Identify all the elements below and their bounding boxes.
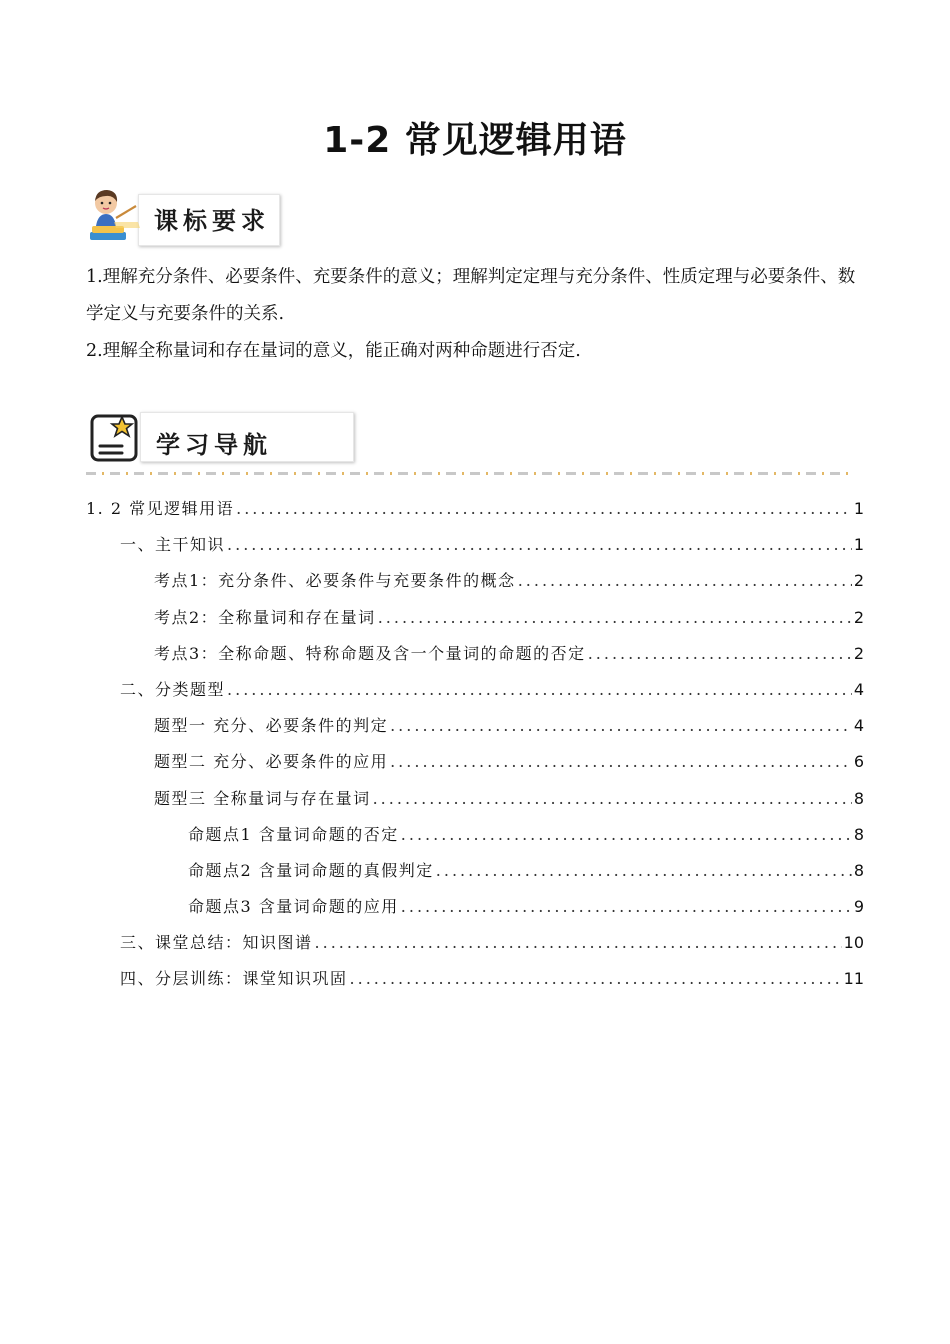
toc-entry[interactable] (86, 641, 864, 677)
toc-entry-title: 1. 2 常见逻辑用语 (86, 499, 235, 518)
toc-entry[interactable] (86, 605, 864, 641)
toc-entry-title: 题型一 充分、必要条件的判定 (154, 716, 389, 736)
toc-entry-page: 2 (853, 643, 864, 663)
toc-entry[interactable] (86, 496, 864, 532)
toc-entry-page: 2 (853, 607, 864, 627)
page-title: 1-2 常见逻辑用语 (323, 120, 627, 161)
toc-entry-page: 1 (853, 535, 864, 555)
toc-entry[interactable] (86, 822, 864, 858)
toc-entry[interactable] (86, 749, 864, 785)
toc-entry-page: 8 (853, 860, 864, 880)
toc-entry[interactable] (86, 677, 864, 713)
checklist-star-icon (88, 412, 144, 464)
toc-entry-page: 6 (853, 752, 864, 772)
toc-entry[interactable] (86, 858, 864, 894)
toc-entry[interactable] (86, 894, 864, 930)
toc-entry[interactable] (86, 786, 864, 822)
toc-entry-title: 考点3：全称命题、特称命题及含一个量词的命题的否定 (154, 643, 586, 663)
toc-entry[interactable] (86, 713, 864, 749)
section-label-standards: 课标要求 (154, 207, 270, 235)
requirement-item: 2.理解全称量词和存在量词的意义，能正确对两种命题进行否定. (86, 341, 581, 361)
toc-entry-page: 11 (843, 969, 864, 989)
section-label-navigation: 学习导航 (156, 431, 272, 459)
requirement-item: 1.理解充分条件、必要条件、充要条件的意义；理解判定定理与充分条件、性质定理与必要条件、数学定义与充要条件的关系. (86, 267, 856, 324)
toc-entry-title: 一、主干知识 (120, 535, 226, 555)
toc-entry[interactable] (86, 532, 864, 568)
toc-entry-title: 命题点1 含量词命题的否定 (188, 824, 399, 844)
requirements-text (86, 259, 866, 370)
toc-entry-title: 考点2：全称量词和存在量词 (154, 607, 376, 627)
toc-entry-page: 4 (853, 679, 864, 699)
toc-entry-page: 10 (843, 933, 864, 953)
toc-entry-title: 题型二 充分、必要条件的应用 (154, 752, 389, 772)
toc-entry-page: 8 (853, 788, 864, 808)
toc-entry-page: 9 (853, 897, 864, 917)
toc-entry[interactable] (86, 568, 864, 604)
toc-entry[interactable] (86, 930, 864, 966)
toc-entry-title: 四、分层训练：课堂知识巩固 (120, 969, 348, 989)
toc-entry-page: 8 (853, 824, 864, 844)
toc-entry-page: 2 (853, 571, 864, 591)
toc-entry[interactable] (86, 966, 864, 1002)
toc-entry-page: 1 (853, 499, 864, 518)
toc-entry-title: 二、分类题型 (120, 679, 226, 699)
toc-entry-title: 题型三 全称量词与存在量词 (154, 788, 371, 808)
toc-entry-title: 命题点3 含量词命题的应用 (188, 897, 399, 917)
toc-entry-title: 考点1：充分条件、必要条件与充要条件的概念 (154, 571, 516, 591)
toc-entry-page: 4 (853, 716, 864, 736)
toc-entry-title: 三、课堂总结：知识图谱 (120, 933, 313, 953)
table-of-contents (86, 496, 864, 1003)
divider (86, 472, 852, 475)
toc-entry-title: 命题点2 含量词命题的真假判定 (188, 860, 434, 880)
